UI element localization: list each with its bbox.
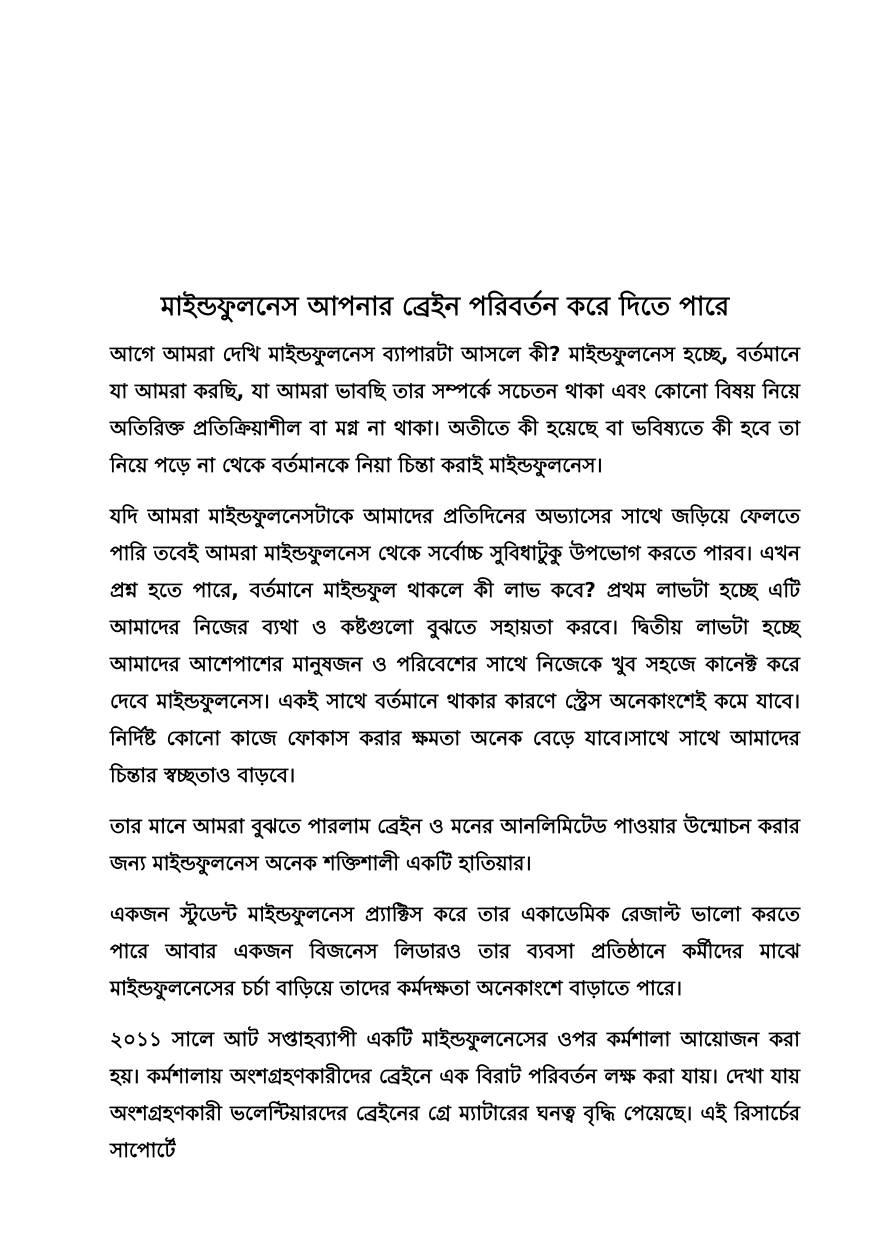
body-text <box>110 336 800 1183</box>
paragraph-5: ২০১১ সালে আট সপ্তাহব্যাপী একটি মাইন্ডফুলনেসের ওপর কর্মশালা আয়োজন করা হয়। কর্মশালায় অংশগ্রহণকারীদের ব্রেইনে এক বিরাট পরিবর্তন লক্ষ করা যায়। দেখা যায় অংশগ্রহণকারী ভলেন্টিয়ারদের ব্রেইনের গ্রে ম্যাটারের ঘনত্ব বৃদ্ধি পেয়েছে। এই রিসার্চের সাপোর্টে <box>110 1027 800 1162</box>
paragraph-2: যদি আমরা মাইন্ডফুলনেসটাকে আমাদের প্রতিদিনের অভ্যাসের সাথে জড়িয়ে ফেলতে পারি তবেই আমরা মাইন্ডফুলনেস থেকে সর্বোচ্চ সুবিধাটুকু উপভোগ করতে পারব। এখন প্রশ্ন হতে পারে, বর্তমানে মাইন্ডফুল থাকলে কী লাভ কবে? প্রথম লাভটা হচ্ছে এটি আমাদের নিজের ব্যথা ও কষ্টগুলো বুঝতে সহায়তা করবে। দ্বিতীয় লাভটা হচ্ছে আমাদের আশেপাশের মানুষজন ও পরিবেশের সাথে নিজেকে খুব সহজে কানেক্ট করে দেবে মাইন্ডফুলনেস। একই সাথে বর্তমানে থাকার কারণে স্ট্রেস অনেকাংশেই কমে যাবে। নির্দিষ্ট কোনো কাজে ফোকাস করার ক্ষমতা অনেক বেড়ে যাবে।সাথে সাথে আমাদের চিন্তার স্বচ্ছতাও বাড়বে। <box>110 504 800 787</box>
paragraph-1: আগে আমরা দেখি মাইন্ডফুলনেস ব্যাপারটা আসলে কী? মাইন্ডফুলনেস হচ্ছে, বর্তমানে যা আমরা করছি, যা আমরা ভাবছি তার সম্পর্কে সচেতন থাকা এবং কোনো বিষয় নিয়ে অতিরিক্ত প্রতিক্রিয়াশীল বা মগ্ন না থাকা। অতীতে কী হয়েছে বা ভবিষ্যতে কী হবে তা নিয়ে পড়ে না থেকে বর্তমানকে নিয়া চিন্তা করাই মাইন্ডফুলনেস। <box>110 342 800 477</box>
paragraph-3: তার মানে আমরা বুঝতে পারলাম ব্রেইন ও মনের আনলিমিটেড পাওয়ার উন্মোচন করার জন্য মাইন্ডফুলনেস অনেক শক্তিশালী একটি হাতিয়ার। <box>110 814 800 875</box>
paragraph-4: একজন স্টুডেন্ট মাইন্ডফুলনেস প্র্যাক্টিস করে তার একাডেমিক রেজাল্ট ভালো করতে পারে আবার একজন বিজনেস লিডারও তার ব্যবসা প্রতিষ্ঠানে কর্মীদের মাঝে মাইন্ডফুলনেসের চর্চা বাড়িয়ে তাদের কর্মদক্ষতা অনেকাংশে বাড়াতে পারে। <box>110 902 800 1000</box>
page-title: মাইন্ডফুলনেস আপনার ব্রেইন পরিবর্তন করে দিতে পারে <box>160 292 730 323</box>
